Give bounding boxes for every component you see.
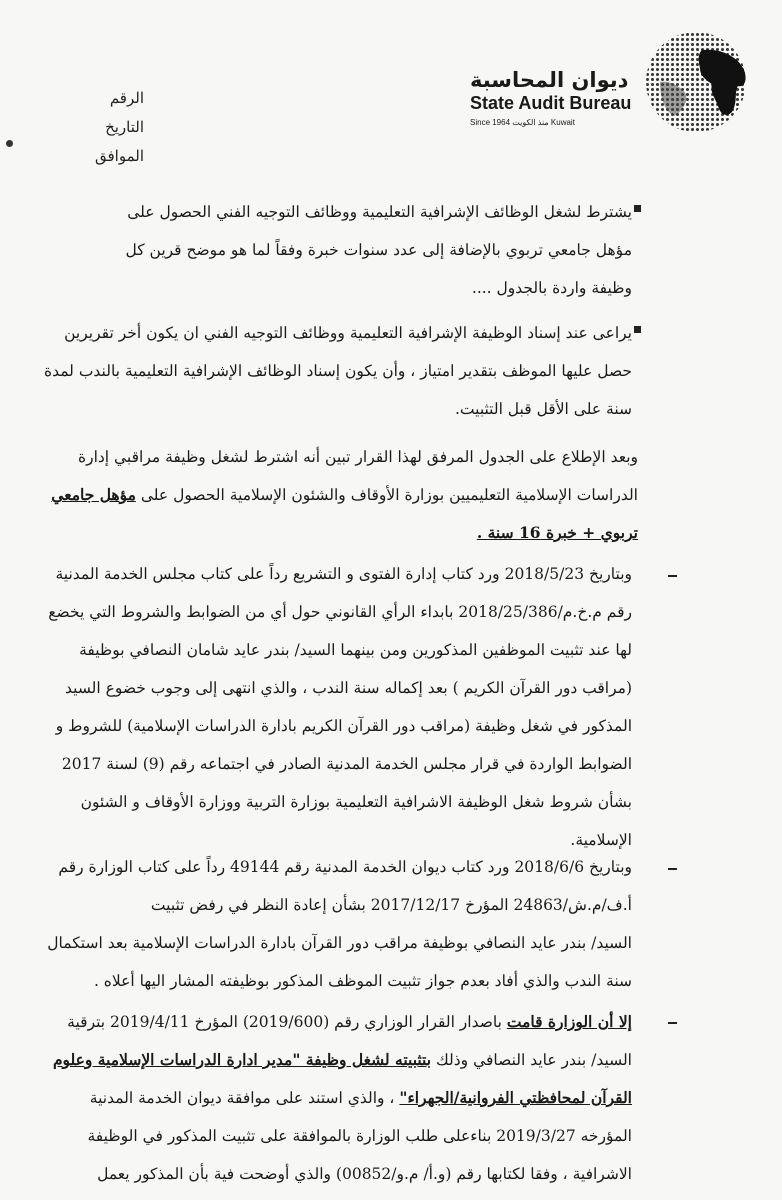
paragraph-1 <box>20 193 632 307</box>
text-line: مؤهل جامعي تربوي بالإضافة إلى عدد سنوات خبرة وفقاً لما هو موضح قرين كل <box>125 241 632 259</box>
text-line: وبعد الإطلاع على الجدول المرفق لهذا القرار تبين أنه اشترط لشغل وظيفة مراقبي إدارة <box>77 448 638 466</box>
text-line: يراعى عند إسناد الوظيفة الإشرافية التعليمية ووظائف التوجيه الفني ان يكون أخر تقريرين <box>64 324 632 342</box>
margin-mark <box>6 140 13 147</box>
text-line: الإسلامية. <box>570 831 632 849</box>
qualification-highlight: مؤهل جامعي <box>51 485 136 504</box>
paragraph-5 <box>20 848 632 1000</box>
paragraph-2 <box>20 314 632 428</box>
text-line: يشترط لشغل الوظائف الإشرافية التعليمية ووظائف التوجيه الفني الحصول على <box>127 203 632 221</box>
text-line: الدراسات الإسلامية التعليميين بوزارة الأوقاف والشئون الإسلامية الحصول على مؤهل جامعي <box>51 485 638 504</box>
reference-date-label: التاريخ <box>105 118 144 136</box>
text-line: رقم م.خ.م/2018/25/386 بابداء الرأي القانوني حول أي من الضوابط والشروط التي يخضع <box>48 603 632 621</box>
text-line: (مراقب دور القرآن الكريم ) بعد إكماله سنة الندب ، والذي انتهى إلى وجوب خضوع السيد <box>65 679 632 697</box>
text-line: وبتاريخ 2018/6/6 ورد كتاب ديوان الخدمة المدنية رقم 49144 رداً على كتاب الوزارة رقم <box>58 858 632 876</box>
text-line: السيد/ بندر عايد النصافي وذلك بتثبيته لشغل وظيفة "مدير ادارة الدراسات الإسلامية وعلوم <box>52 1050 632 1069</box>
dash-marker-icon <box>668 868 677 870</box>
text-line: بشأن شروط شغل الوظيفة الاشرافية التعليمية بوزارة التربية ووزارة الأوقاف و الشئون <box>80 793 632 811</box>
reference-fields <box>54 84 144 171</box>
appointment-highlight: بتثبيته لشغل وظيفة "مدير ادارة الدراسات الإسلامية وعلوم <box>52 1050 432 1069</box>
text-line: إلا أن الوزارة قامت باصدار القرار الوزاري رقم (2019/600) المؤرخ 2019/4/11 بترقية <box>67 1012 632 1031</box>
text-line: الضوابط الواردة في قرار مجلس الخدمة المدنية الصادر في اجتماعه رقم (9) لسنة 2017 <box>61 755 632 773</box>
text-line: سنة على الأقل قبل التثبيت. <box>455 400 632 418</box>
text-line: لها عند تثبيت الموظفين المذكورين ومن بينهما السيد/ بندر عايد شامان النصافي بوظيفة <box>79 641 632 659</box>
logo-since-line: Since 1964 منذ الكويت Kuwait <box>470 118 575 127</box>
text-line: المذكور في شغل وظيفة (مراقب دور القرآن الكريم بادارة الدراسات الإسلامية) للشروط و <box>55 717 632 735</box>
logo-arabic-name: ديوان المحاسبة <box>470 68 629 92</box>
text-line: وظيفة واردة بالجدول .... <box>471 279 632 297</box>
dash-marker-icon <box>668 1022 677 1024</box>
paragraph-3 <box>14 438 638 552</box>
text-line: حصل عليها الموظف بتقدير امتياز ، وأن يكون إسناد الوظائف الإشرافية التعليمية بالندب لمدة <box>43 362 632 380</box>
reference-corresponding-label: الموافق <box>94 147 144 165</box>
text-line: أ.ف/م.ش/24863 المؤرخ 2017/12/17 بشأن إعادة النظر في رفض تثبيت <box>150 896 632 914</box>
logo-english-name: State Audit Bureau <box>470 93 632 113</box>
text-line: السيد/ بندر عايد النصافي بوظيفة مراقب دور القرآن بادارة الدراسات الإسلامية بعد استكمال <box>47 934 632 952</box>
experience-highlight: تربوي + خبرة 16 سنة . <box>476 523 638 542</box>
text-line: القرآن لمحافظتي الفروانية/الجهراء" ، والذي استند على موافقة ديوان الخدمة المدنية <box>89 1088 632 1107</box>
reference-number-label: الرقم <box>109 89 144 107</box>
paragraph-6 <box>20 1003 632 1193</box>
paragraph-4 <box>20 555 632 859</box>
dash-marker-icon <box>668 575 677 577</box>
globe-logo-icon <box>640 22 760 142</box>
text-line: الاشرافية ، وفقا لكتابها رقم (و.أ/ م.و/00852) والذي أوضحت فية بأن المذكور يعمل <box>97 1165 632 1183</box>
ministry-action-highlight: إلا أن الوزارة قامت <box>506 1012 632 1031</box>
bullet-square-icon <box>634 205 641 212</box>
governorates-highlight: القرآن لمحافظتي الفروانية/الجهراء" <box>399 1088 632 1107</box>
text-line: المؤرخه 2019/3/27 بناءعلى طلب الوزارة بالموافقة على تثبيت المذكور في الوظيفة <box>87 1127 632 1145</box>
logo-text-block <box>470 68 640 127</box>
bullet-square-icon <box>634 326 641 333</box>
text-line: وبتاريخ 2018/5/23 ورد كتاب إدارة الفتوى و التشريع رداً على كتاب مجلس الخدمة المدنية <box>55 565 632 583</box>
text-line: سنة الندب والذي أفاد بعدم جواز تثبيت الموظف المذكور بوظيفته المشار اليها أعلاه . <box>93 972 632 990</box>
text-line <box>14 514 638 552</box>
